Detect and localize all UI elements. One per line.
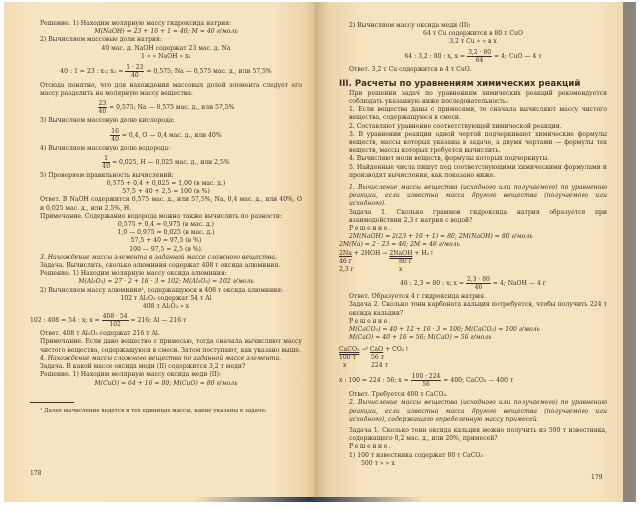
solution-label: Решение. (349, 443, 393, 451)
left-page (4, 2, 317, 502)
denominator: 40 (98, 108, 107, 116)
paragraph: 1. Если вещества даны с примесями, то сначала вычисляют массу чистого вещества, содержащуюся в смеси. (349, 106, 607, 122)
section-subheading: 1. Вычисление массы вещества (исходного или получаемого) по уравнению реакции, если известна масса другого вещества (получаемого или исходного). (349, 184, 607, 208)
numerator: 3,2 · 80 (468, 48, 492, 56)
fraction (102, 155, 110, 170)
formula-text: = 0,575; Na — 0,575 мас. д., или 57,5% (146, 68, 272, 76)
paragraph: 3. В уравнении реакции одной чертой подчеркивают химические формулы веществ, массы которых указаны в задаче, а двумя чертами — формулы тех веществ, массы которых требуется вычислить. (349, 130, 607, 155)
formula-text: + 2HOH → (351, 249, 390, 257)
formula-line: 57,5 + 40 = 97,5 (в %) (130, 237, 202, 245)
solution-label: Решение. (349, 225, 393, 233)
denominator: 64 (475, 56, 484, 64)
paragraph: 5. Найденные числа пишут под соответствующими химическими формулами и производят вычисления, как показано ниже. (349, 163, 607, 179)
formula-text: = 400; CaCO₃ — 400 т (443, 377, 514, 385)
mass-value: 46 г (339, 257, 352, 265)
fraction (411, 373, 442, 388)
task-paragraph: Задача 2. Сколько тонн карбоната кальция потребуется, чтобы получить 224 т оксида кальция? (349, 301, 607, 317)
numerator: 1 (104, 154, 109, 162)
right-page-text (339, 22, 607, 468)
mass-row (339, 266, 607, 274)
reactant-double-underlined: CaCO₃ (339, 345, 360, 353)
section-subheading: 2. Вычисление массы вещества (исходного или получаемого) по уравнению реакции, если известна масса другого вещества (получаемого или исходного), содержащего определенную массу примесей. (349, 399, 607, 423)
formula-text: = 0,025, H — 0,025 мас. д., или 2,5% (111, 158, 230, 166)
formula-line (30, 313, 302, 328)
formula-line: 40 мас. д. NaOH содержат 23 мас. д. Na (101, 44, 231, 52)
paragraph: При решении задач по уравнениям химических реакций рекомендуется соблюдать указанную ниже последовательность: (349, 89, 607, 106)
formula-line: M(Al₂O₃) = 27 · 2 + 16 · 3 = 102; M(Al₂O₃) = 102 г/моль (78, 278, 254, 286)
product-double-underlined: 2NaOH (389, 249, 413, 257)
page-number: 179 (591, 474, 603, 481)
formula-text: + H₂↑ (412, 249, 435, 257)
mass-row (339, 258, 607, 266)
fraction (102, 313, 129, 328)
page-edge (623, 2, 636, 502)
formula-text: = 0,575; Na — 0,575 мас. д., или 57,5% (109, 104, 235, 112)
mass-value: x (399, 266, 403, 274)
reaction-equation (339, 346, 607, 354)
formula-line: 3,2 т Cu » » в x (449, 38, 497, 46)
formula-text: 102 : 408 = 54 : x; x = (30, 317, 100, 325)
denominator: 102 (109, 321, 121, 329)
formula-text: = 4; NaOH — 4 г (492, 280, 546, 288)
formula-line (30, 64, 302, 79)
formula-line (30, 128, 302, 143)
fraction (467, 49, 492, 64)
text-line: 2) Вычисляем массу оксида меди (II): (349, 22, 471, 29)
denominator: 46 (474, 284, 483, 292)
text-line: Решение. 1) Находим молярную массу оксида меди (II): (40, 371, 221, 379)
formula-line: M(CaCO₃) = 40 + 12 + 16 · 3 = 100; M(CaCO₃) = 100 г/моль (349, 326, 540, 334)
denominator: 40 (131, 72, 139, 80)
note-paragraph: Примечание. Если дано вещество с примесью, тогда сначала вычисляют массу чистого вещества, содержащуюся в смеси. Затем поступают, как указано выше. (40, 338, 302, 354)
fraction (110, 128, 120, 143)
formula-line: 1,0 — 0,975 = 0,025 (в мас. д.) (117, 229, 215, 237)
formula-line (339, 49, 607, 64)
formula-line: 102 т Al₂O₃ содержат 54 т Al (120, 294, 212, 302)
mass-row (339, 354, 607, 362)
note-paragraph: Примечание. Содержание водорода можно также вычислить по разности: (40, 212, 282, 220)
reactant-underlined: 2Na (339, 249, 352, 257)
denominator: 56 (422, 381, 430, 389)
text-line: 2) Вычисляем массу алюминия¹, содержащуюся в 408 т оксида алюминия: (40, 286, 284, 294)
formula-text: →ᵗ (359, 345, 370, 353)
mass-value: 80 г (399, 257, 412, 265)
formula-line (339, 276, 607, 291)
mass-value: 224 т (371, 361, 388, 369)
formula-text: 64 : 3,2 : 80 : x, x = (404, 52, 466, 60)
section-subheading: 3. Нахождение массы элемента в заданной массе сложного вещества. (40, 253, 277, 261)
formula-line: 2M(NaOH) = 2(23 + 16 + 1) = 80, 2M(NaOH) = 80 г/моль (349, 233, 533, 241)
mass-value: 100 т (339, 353, 356, 361)
formula-line: 57,5 + 40 + 2,5 = 100 (в %) (122, 188, 210, 196)
left-page-text (30, 20, 302, 415)
formula-line: M(NaOH) = 23 + 16 + 1 = 40; M = 40 г/моль (94, 28, 238, 36)
fraction (466, 276, 491, 291)
footnote: ¹ Далее вычисление ведется в тех единицах массы, какие указаны в задаче. (40, 407, 267, 414)
answer-line: Ответ. Образуется 4 г гидроксида натрия. (349, 293, 486, 301)
numerator: 16 (111, 127, 119, 135)
text-line: Решение. 1) Находим молярную массу оксида алюминия: (40, 270, 227, 278)
formula-line: 2M(Na) = 2 · 23 = 46; 2M = 46 г/моль (339, 241, 460, 249)
formula-line (30, 100, 302, 115)
task-paragraph: Задача 1. Сколько тонн оксида кальция можно получить из 500 т известняка, содержащего 0,2 мас. д., или 20%, примесей? (349, 426, 607, 443)
formula-line: 0,575 + 0,4 + 0,025 = 1,00 (в мас. д.) (106, 180, 226, 188)
footnote-divider (30, 402, 74, 403)
formula-text: = 216; Al — 216 т (130, 317, 187, 325)
mass-value: x (343, 361, 347, 369)
text-line: 500 т » » x (361, 459, 395, 467)
paragraph: Отсюда понятно, что для нахождения массовых долей элемента следует его массу разделить на молярную массу вещества: (40, 82, 302, 98)
formula-line (339, 373, 607, 388)
task-line: Задача. Вычислить, сколько алюминия содержат 408 т оксида алюминия. (40, 262, 281, 270)
mass-row (339, 362, 607, 370)
formula-text: 40 : 1 = 23 : x₁; x₁ = (60, 68, 124, 76)
text-line: 1) 100 т известняка содержат 80 т CaCO₃ (349, 451, 483, 459)
formula-line: 0,575 + 0,4 = 0,975 (в мас. д.) (118, 221, 214, 229)
text-line: Решение. 1) Находим молярную массу гидроксида натрия: (40, 20, 232, 27)
mass-value: 2,3 г (339, 266, 354, 274)
text-line: 5) Проверяем правильность вычислений: (40, 171, 174, 179)
task-line: Задача. В какой массе оксида меди (II) содержится 3,2 т меди? (40, 363, 246, 371)
numerator: 408 · 54 (102, 313, 128, 321)
formula-line: 64 т Cu содержится в 80 т CuO (422, 30, 524, 38)
numerator: 100 · 224 (411, 373, 441, 381)
numerator: 23 (98, 100, 107, 108)
page-number: 178 (30, 470, 42, 477)
answer-line: Ответ. 408 т Al₂O₃ содержат 216 т Al. (40, 330, 160, 338)
formula-line: 100 — 97,5 = 2,5 (в %). (129, 245, 203, 253)
numerator: 2,3 · 80 (466, 276, 490, 284)
formula-text: = 0,4, O — 0,4 мас. д., или 40% (121, 131, 222, 139)
text-line: 3) Вычисляем массовую долю кислорода: (40, 117, 175, 125)
formula-text: x : 100 = 224 : 56; x = (339, 377, 409, 385)
formula-line: 408 т Al₂O₃ » x (142, 303, 190, 311)
answer-paragraph: Ответ. В NaOH содержится 0,575 мас. д., или 57,5%, Na, 0,4 мас. д., или 40%, O и 0,025 мас. д., или 2,5%, H. (40, 196, 302, 212)
formula-line: 1 » » NaOH » x₁ (141, 52, 191, 60)
section-subheading: 4. Нахождение массы сложного вещества по заданной массе элемента. (40, 354, 282, 362)
product-underlined: CaO (369, 345, 384, 353)
formula-line: M(CaO) = 40 + 16 = 56; M(CaO) = 56 г/моль (349, 334, 492, 342)
book-bottom-shadow (194, 497, 424, 502)
section-heading: III. Расчеты по уравнениям химических реакций (339, 78, 581, 89)
formula-text: 46 : 2,3 = 80 : x; x = (400, 280, 464, 288)
fraction (98, 100, 108, 115)
fraction (125, 64, 144, 79)
solution-label: Решение. (349, 317, 393, 325)
reaction-equation (339, 250, 607, 258)
denominator: 40 (102, 162, 111, 170)
answer-line: Ответ. 3,2 т Cu содержится в 4 т CuO. (349, 65, 472, 73)
task-paragraph: Задача 1. Сколько граммов гидроксида натрия образуется при взаимодействии 2,3 г натрия с водой? (349, 208, 607, 224)
right-page (317, 2, 623, 502)
text-line: 4) Вычисляем массовую долю водорода: (40, 144, 171, 152)
formula-line: M(CuO) = 64 + 16 = 80; M(CuO) = 80 г/моль (94, 379, 238, 387)
paragraph: 4. Вычисляют моли веществ, формулы которых подчеркнуты. (349, 155, 550, 163)
mass-value: 56 т (371, 353, 385, 361)
open-book (4, 2, 636, 502)
paragraph: 2. Составляют уравнение соответствующей химической реакции. (349, 122, 562, 130)
text-line: 2) Вычисляем массовые доли натрия: (40, 36, 162, 44)
answer-line: Ответ. Требуется 400 т CaCO₃. (349, 391, 448, 399)
formula-line (30, 155, 302, 170)
formula-text: + CO₂↑ (383, 345, 410, 353)
numerator: 1 · 23 (126, 64, 144, 72)
formula-text: = 4; CuO — 4 т (493, 52, 542, 60)
denominator: 40 (111, 135, 119, 143)
